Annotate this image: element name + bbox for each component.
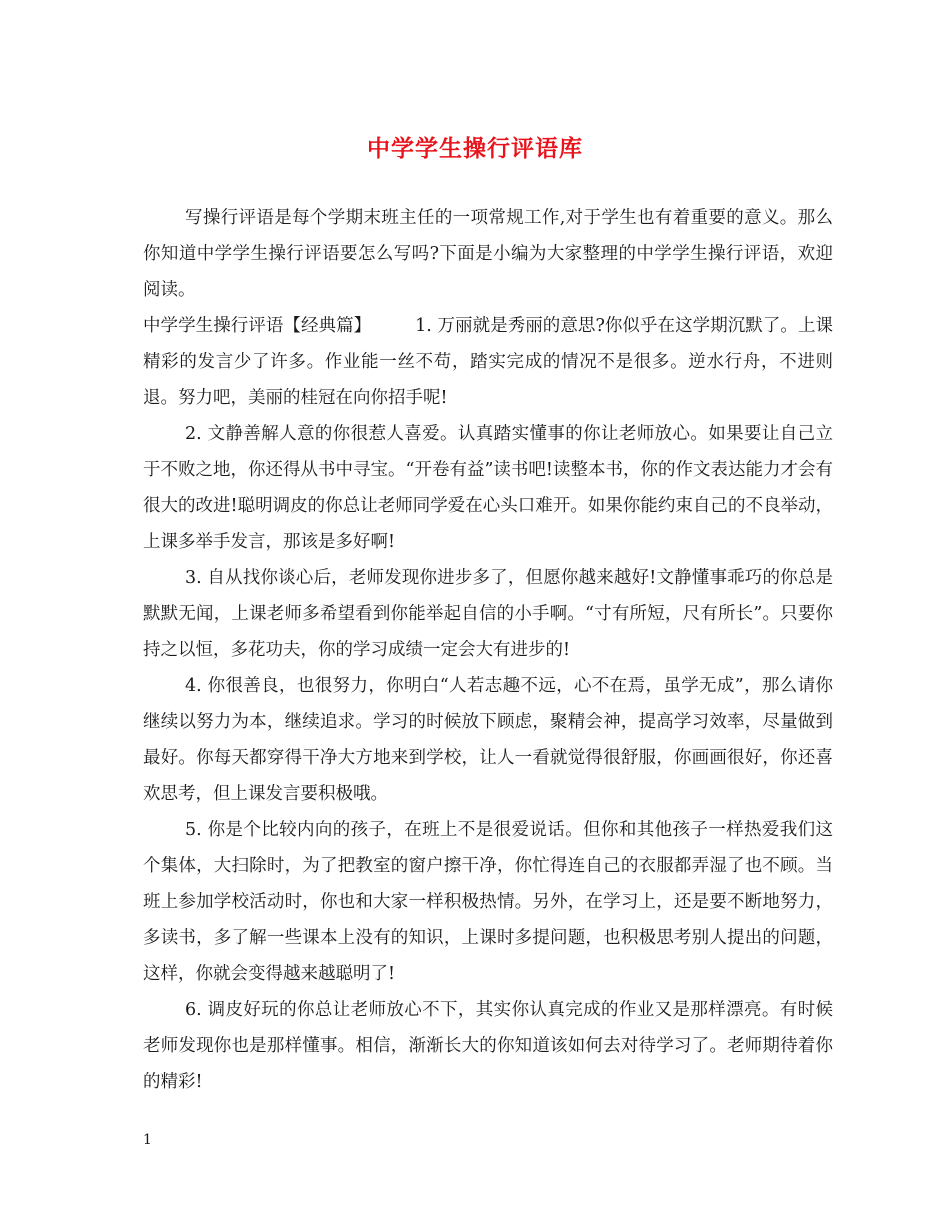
- comment-item-5: 5. 你是个比较内向的孩子，在班上不是很爱说话。但你和其他孩子一样热爱我们这个集体，大扫除时，为了把教室的窗户擦干净，你忙得连自己的衣服都弄湿了也不顾。当班上参加学校活动时，你也和大家一样积极热情。另外，在学习上，还是要不断地努力，多读书，多了解一些课本上没有的知识，上课时多提问题，也积极思考别人提出的问题，这样，你就会变得越来越聪明了!: [143, 820, 833, 984]
- comment-item-1: 1. 万丽就是秀丽的意思?你似乎在这学期沉默了。上课精彩的发言少了许多。作业能一丝不苟，踏实完成的情况不是很多。逆水行舟，不进则退。努力吧，美丽的桂冠在向你招手呢!: [143, 316, 834, 408]
- document-title: 中学学生操行评语库: [367, 135, 583, 162]
- page-number: 1: [143, 1132, 152, 1148]
- comment-item-2: 2. 文静善解人意的你很惹人喜爱。认真踏实懂事的你让老师放心。如果要让自己立于不败之地，你还得从书中寻宝。“开卷有益”读书吧!读整本书，你的作文表达能力才会有很大的改进!聪明调皮的你总让老师同学爱在心头口难开。如果你能约束自己的不良举动，上课多举手发言，那该是多好啊!: [143, 424, 833, 552]
- intro-paragraph: 写操行评语是每个学期末班主任的一项常规工作,对于学生也有着重要的意义。那么你知道中学学生操行评语要怎么写吗?下面是小编为大家整理的中学学生操行评语，欢迎阅读。: [143, 208, 833, 300]
- comment-item-6: 6. 调皮好玩的你总让老师放心不下，其实你认真完成的作业又是那样漂亮。有时候老师发现你也是那样懂事。相信，渐渐长大的你知道该如何去对待学习了。老师期待着你的精彩!: [143, 1000, 833, 1092]
- comment-item-4: 4. 你很善良，也很努力，你明白“人若志趣不远，心不在焉，虽学无成”，那么请你继续以努力为本，继续追求。学习的时候放下顾虑，聚精会神，提高学习效率，尽量做到最好。你每天都穿得干净大方地来到学校，让人一看就觉得很舒服，你画画很好，你还喜欢思考，但上课发言要积极哦。: [143, 676, 833, 804]
- document-body: [143, 200, 833, 1100]
- comment-item-3: 3. 自从找你谈心后，老师发现你进步多了，但愿你越来越好!文静懂事乖巧的你总是默默无闻，上课老师多希望看到你能举起自信的小手啊。“寸有所短，尺有所长”。只要你持之以恒，多花功夫，你的学习成绩一定会大有进步的!: [143, 568, 833, 660]
- section-heading: 中学学生操行评语【经典篇】: [143, 316, 372, 336]
- first-comment-paragraph: [143, 308, 833, 416]
